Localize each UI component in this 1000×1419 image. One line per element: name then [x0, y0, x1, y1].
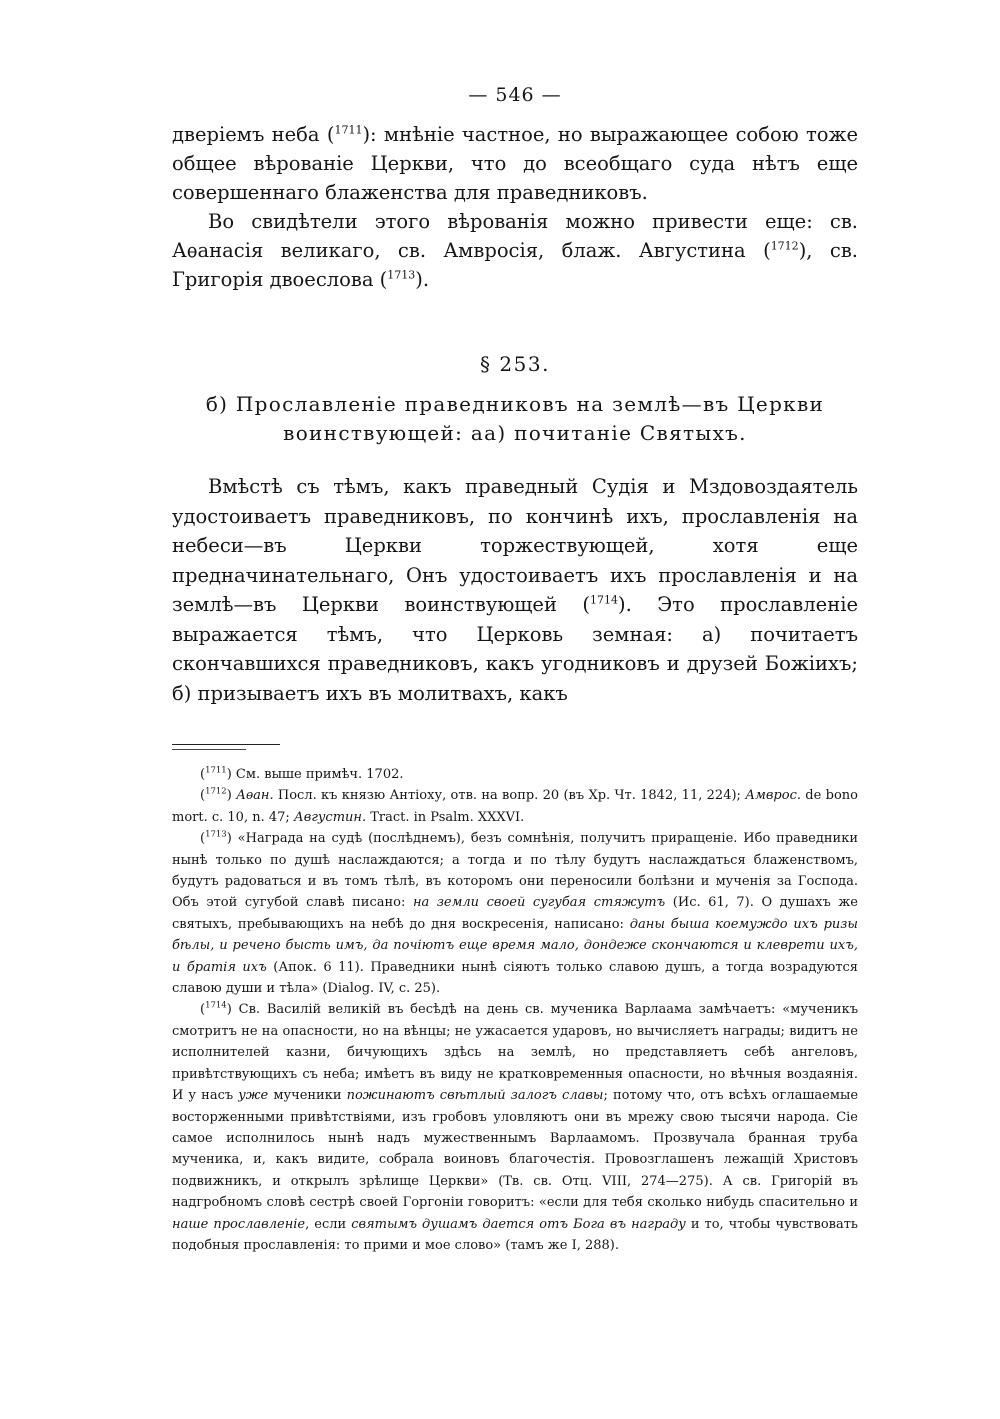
italic-text: Августин.: [293, 809, 367, 825]
continuation-paragraph: [172, 120, 858, 207]
footnote-separator-secondary: [172, 749, 246, 750]
text-run: Tract. in Psalm. XXXVI.: [366, 809, 525, 825]
footnote-ref: 1711: [334, 123, 363, 137]
footnote-mark: ($^{1714}$): [200, 1001, 232, 1018]
text-run: «Награда на судѣ (послѣднемъ), безъ сомнѣнiя, получитъ приращенiе. Ибо праведники нынѣ только по душѣ наслаждаются; а тогда и по тѣлу будутъ наслаждаться блаженствомъ, будутъ радоваться и въ томъ тѣлѣ, въ которомъ они переносили болѣзни и мученiя за Господа. Объ этой сугубой славѣ писано:: [172, 831, 858, 911]
footnote-mark: ($^{1712}$): [200, 787, 232, 804]
text-run: См. выше примѣч. 1702.: [231, 767, 404, 782]
page-number: — 546 —: [468, 84, 562, 106]
footnote-mark: ($^{1711}$): [200, 765, 232, 782]
footnote-number: 1714: [205, 1001, 227, 1012]
footnote-separator: [172, 744, 280, 745]
text-run: Вмѣстѣ съ тѣмъ, какъ праведный Судiя и Мздовоздаятель удостоиваетъ праведниковъ, по кончинѣ ихъ, прославленiя на небеси—въ Церкви торжествующей, хотя еще предначинательнаго, Онъ удостоиваетъ ихъ прославленiя и на землѣ—въ Церкви воинствующей (: [172, 475, 858, 616]
footnote-number: 1713: [205, 829, 227, 840]
italic-text: наше прославленiе: [172, 1216, 306, 1232]
text-run: ; потому что, отъ всѣхъ оглашаемые восторженными привѣтствiями, изъ гробовъ уловляютъ они въ мрежу свою тысячи народа. Сiе самое исполнилось нынѣ надъ мужественнымъ Варлаамомъ. Прозвучала бранная труба мученика, и, какъ видите, собрала воиновъ благочестiя. Провозглашенъ лежащiй Христовъ подвижникъ, и открылъ зрѣлище Церкви» (Тв. св. Отц. VIII, 274—275). А св. Григорiй въ надгробномъ словѣ сестрѣ своей Горгонiи говоритъ: «если для тебя сколько нибудь спасительно и: [172, 1088, 859, 1211]
text-run: ).: [415, 268, 430, 291]
text-run: ): мнѣнiе частное, но выражающее собою тоже общее вѣрованiе Церкви, что до всеобщаго суда нѣтъ еще совершеннаго блаженства для праведниковъ.: [172, 123, 858, 204]
footnote-ref: 1712: [770, 239, 799, 253]
text-run: ). Это прославленiе выражается тѣмъ, что Церковь земная: а) почитаетъ скончавшихся праведниковъ, какъ угодниковъ и друзей Божiихъ; б) призываетъ ихъ въ молитвахъ, какъ: [172, 593, 858, 705]
text-run: двеpiемъ неба (: [172, 123, 335, 146]
book-page: [172, 84, 858, 1256]
section-title: б) Прославленiе праведниковъ на землѣ—въ Церкви воинствующей: аа) почитанiе Святыхъ.: [205, 392, 825, 445]
text-run: , если: [305, 1216, 352, 1232]
italic-text: святымъ душамъ дается отъ Бога въ награду: [351, 1216, 686, 1232]
italic-text: уже: [238, 1088, 269, 1104]
text-run: и то, чтобы чувствовать подобныя прославленiя: то прими и мое слово» (тамъ же I, 288).: [172, 1216, 859, 1253]
italic-text: Амврос.: [745, 788, 801, 804]
footnote-mark: ($^{1713}$): [200, 829, 232, 847]
italic-text: даны быша коемуждо ихъ ризы бѣлы, и речено бысть имъ, да почiютъ еще время мало, дондеже скончаются и клеврети ихъ, и братiя ихъ: [172, 916, 858, 975]
footnote-ref: 1714: [590, 593, 619, 607]
text-run: Во свидѣтели этого вѣрованiя можно привести еще: св. Аѳанасiя великаго, св. Амвросiя, блаж. Августина (: [172, 210, 858, 262]
footnote-1713: [172, 828, 858, 999]
footnote-1711: [172, 764, 858, 785]
text-run: Посл. къ князю Антiоху, отв. на вопр. 20 (въ Хр. Чт. 1842, 11, 224);: [273, 788, 746, 804]
main-paragraph: [172, 472, 858, 708]
text-run: ), св. Григорiя двоеслова (: [172, 239, 858, 291]
text-run: (Апок. 6 11). Праведники нынѣ сiяютъ только славою душъ, а тогда возрадуются славою души и тѣла» (Dialog. IV, c. 25).: [172, 959, 858, 997]
footnotes: [172, 764, 858, 1256]
footnote-1712: [172, 785, 858, 828]
text-run: мученики: [268, 1088, 347, 1104]
witnesses-paragraph: [172, 207, 858, 294]
italic-text: пожинаютъ свѣтлый залогъ славы: [346, 1088, 604, 1104]
footnote-ref: 1713: [387, 268, 416, 282]
text-run: Св. Василiй великiй въ бесѣдѣ на день св. мученика Варлаама замѣчаетъ: «мученикъ смотритъ не на опасности, но на вѣнцы; не ужасается ударовъ, но вычисляетъ награды; видитъ не исполнителей казни, бичующихъ здѣсь на землѣ, но представляетъ себѣ ангеловъ, привѣтствующихъ съ неба; имѣетъ въ виду не кратковременныя опасности, но вѣчныя воздаянiя. И у насъ: [172, 1002, 858, 1104]
text-run: de bono mort. c. 10, n. 47;: [172, 788, 858, 825]
italic-text: на земли своей сугубая стяжутъ: [412, 895, 666, 911]
footnote-number: 1711: [205, 765, 227, 776]
italic-text: Аѳан.: [231, 788, 274, 804]
text-run: (Ис. 61, 7). О душахъ же святыхъ, пребывающихъ на небѣ до дня воскресенiя, написано:: [172, 895, 858, 932]
footnote-number: 1712: [205, 787, 227, 798]
footnote-1714: [172, 999, 858, 1256]
section-number: § 253.: [480, 352, 550, 376]
